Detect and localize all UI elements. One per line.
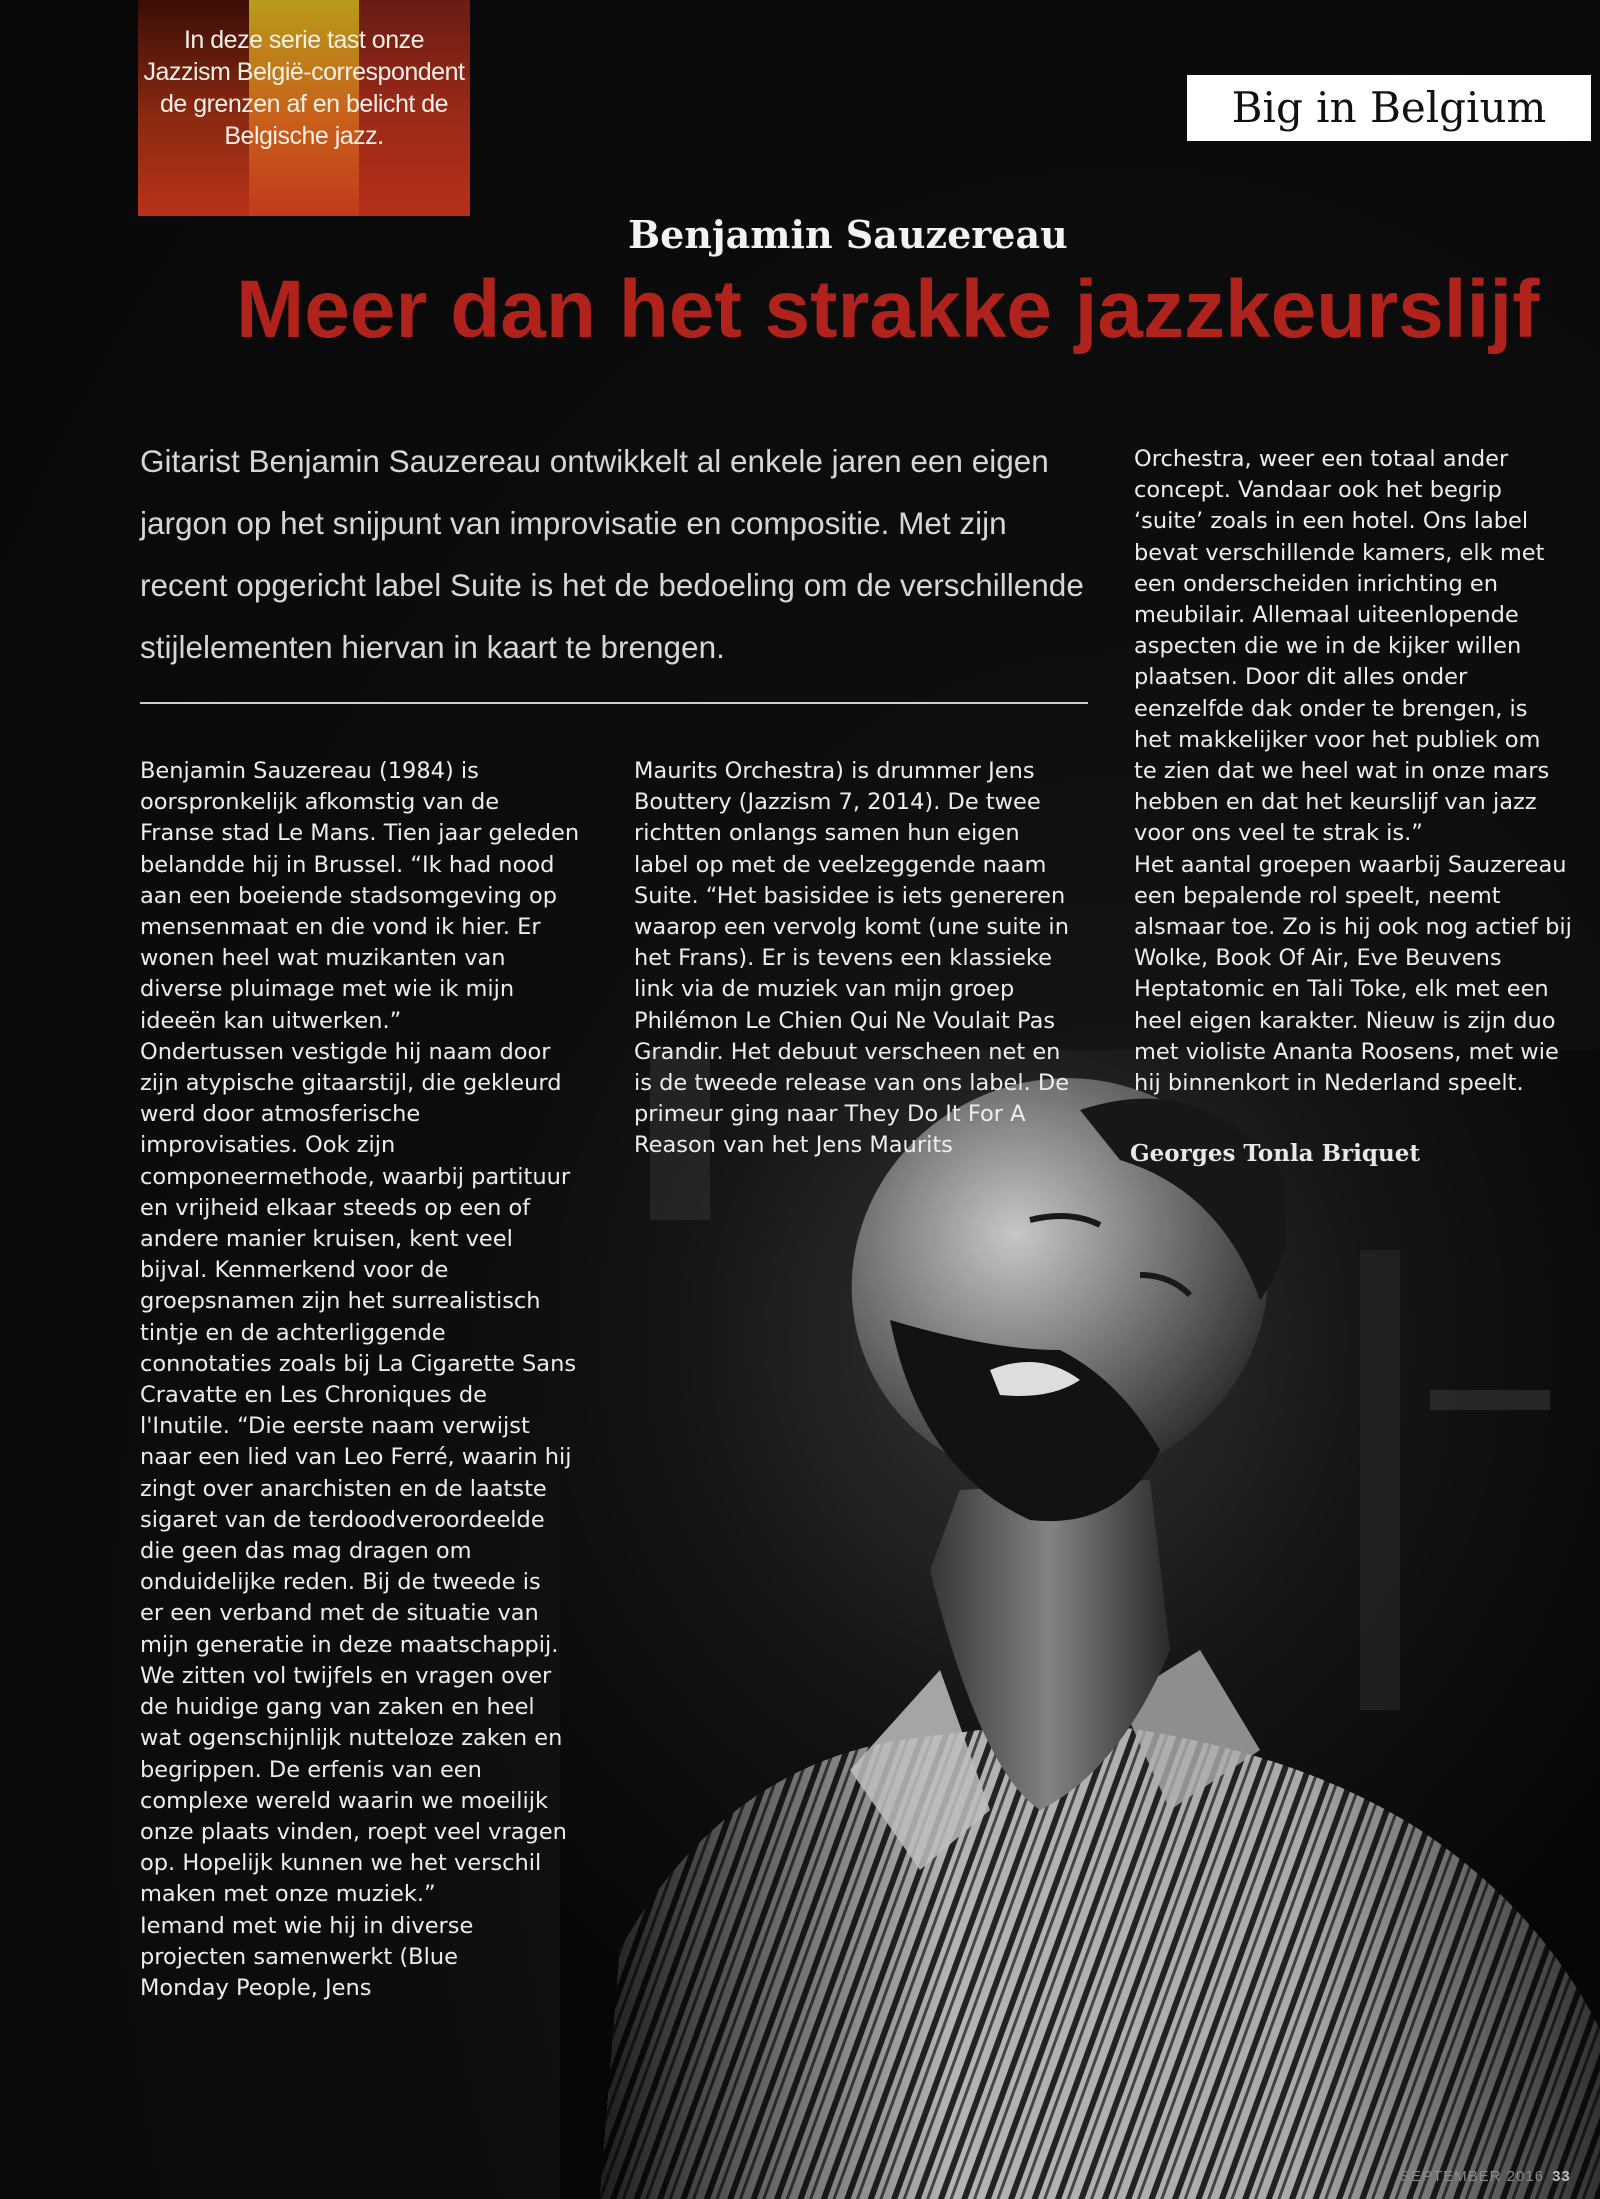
- body-column-1: Benjamin Sauzereau (1984) is oorspronkelijk afkomstig van de Franse stad Le Mans. Tien jaar geleden belandde hij in Brussel. “Ik had nood aan een boeiende stadsomgeving op mensenmaat en die vond ik hier. Er wonen heel wat muzikanten van diverse pluimage met wie ik mijn ideeën kan uitwerken.” Ondertussen vestigde hij naam door zijn atypische gitaarstijl, die gekleurd werd door atmosferische improvisaties. Ook zijn componeermethode, waarbij partituur en vrijheid elkaar steeds op een of andere manier kruisen, kent veel bijval. Kenmerkend voor de groepsnamen zijn het surrealistisch tintje en de achterliggende connotaties zoals bij La Cigarette Sans Cravatte en Les Chroniques de l'Inutile. “Die eerste naam verwijst naar een lied van Leo Ferré, waarin hij zingt over anarchisten en de laatste sigaret van de terdoodveroordeelde die geen das mag dragen om onduidelijke reden. Bij de tweede is er een verband met de situatie van mijn generatie in deze maatschappij. We zitten vol twijfels en vragen over de huidige gang van zaken en heel wat ogenschijnlijk nutteloze zaken en begrippen. De erfenis van een complexe wereld waarin we moeilijk onze plaats vinden, roept veel vragen op. Hopelijk kunnen we het verschil maken met onze muziek.” Iemand met wie hij in diverse projecten samenwerkt (Blue Monday People, Jens: [140, 758, 580, 2001]
- article-intro: Gitarist Benjamin Sauzereau ontwikkelt al enkele jaren een eigen jargon op het snijpunt van improvisatie en compositie. Met zijn recent opgericht label Suite is het de bedoeling om de verschillende stijlelementen hiervan in kaart te brengen.: [140, 443, 1084, 665]
- page-number: 33: [1552, 2168, 1571, 2185]
- section-label: Big in Belgium: [1187, 75, 1591, 141]
- article-subject: Benjamin Sauzereau: [628, 212, 1068, 257]
- body-column-3: Orchestra, weer een totaal ander concept. Vandaar ook het begrip ‘suite’ zoals in een hotel. Ons label bevat verschillende kamers, elk met een onderscheiden inrichting en meubilair. Allemaal uiteenlopende aspecten die we in de kijker willen plaatsen. Door dit alles onder eenzelfde dak onder te brengen, is het makkelijker voor het publiek om te zien dat we heel wat in onze mars hebben en dat het keurslijf van jazz voor ons veel te strak is.” Het aantal groepen waarbij Sauzereau een bepalende rol speelt, neemt alsmaar toe. Zo is hij ook nog actief bij Wolke, Book Of Air, Eve Beuvens Heptatomic en Tali Toke, elk met een heel eigen karakter. Nieuw is zijn duo met violiste Ananta Roosens, met wie hij binnenkort in Nederland speelt.: [1134, 446, 1572, 1097]
- issue-date: SEPTEMBER 2016: [1400, 2168, 1545, 2185]
- intro-divider: [140, 702, 1088, 704]
- musician-photo: [560, 1050, 1600, 2199]
- author-signature: Georges Tonla Briquet: [1130, 1140, 1420, 1167]
- page-footer: [1400, 2168, 1571, 2185]
- series-intro-text: In deze serie tast onze Jazzism België-correspondent de grenzen af en belicht de Belgische jazz.: [143, 26, 465, 150]
- body-column-2: Maurits Orchestra) is drummer Jens Bouttery (Jazzism 7, 2014). De twee richtten onlangs samen hun eigen label op met de veelzeggende naam Suite. “Het basisidee is iets genereren waarop een vervolg komt (une suite in het Frans). Er is tevens een klassieke link via de muziek van mijn groep Philémon Le Chien Qui Ne Voulait Pas Grandir. Het debuut verscheen net en is de tweede release van ons label. De primeur ging naar They Do It For A Reason van het Jens Maurits: [634, 758, 1070, 1159]
- article-headline: Meer dan het strakke jazzkeurslijf: [236, 264, 1540, 355]
